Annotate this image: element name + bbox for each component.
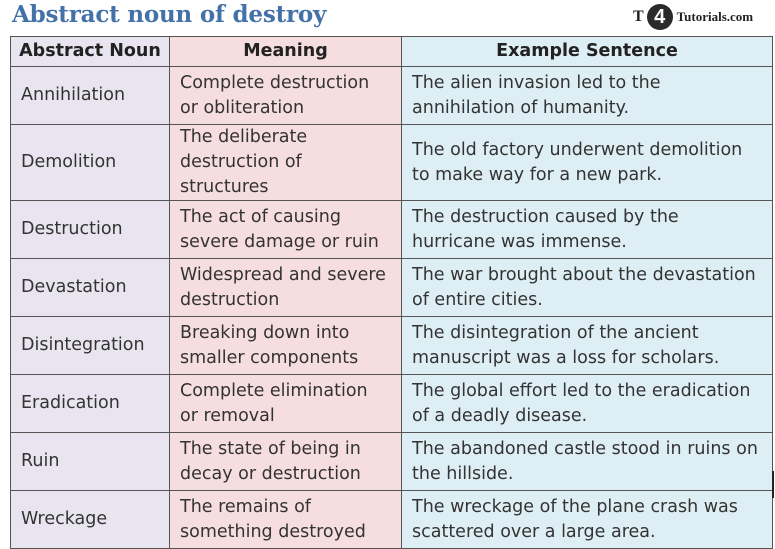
meaning-cell: The state of being in decay or destruction — [170, 433, 402, 491]
table-row — [11, 317, 773, 375]
table-row — [11, 125, 773, 201]
meaning-cell: The deliberate destruction of structures — [170, 125, 402, 201]
table-row — [11, 67, 773, 125]
header-meaning: Meaning — [170, 37, 402, 67]
text-cursor-icon — [772, 471, 774, 498]
example-cell: The alien invasion led to the annihilation of humanity. — [402, 67, 773, 125]
meaning-cell: Complete destruction or obliteration — [170, 67, 402, 125]
table-row — [11, 201, 773, 259]
meaning-cell: Widespread and severe destruction — [170, 259, 402, 317]
table-row — [11, 259, 773, 317]
example-cell: The global effort led to the eradication of a deadly disease. — [402, 375, 773, 433]
page-title: Abstract noun of destroy — [12, 1, 327, 28]
example-cell: The old factory underwent demolition to make way for a new park. — [402, 125, 773, 201]
noun-cell: Demolition — [11, 125, 170, 201]
header-abstract-noun: Abstract Noun — [11, 37, 170, 67]
noun-cell: Ruin — [11, 433, 170, 491]
noun-cell: Disintegration — [11, 317, 170, 375]
noun-cell: Wreckage — [11, 491, 170, 549]
meaning-cell: The act of causing severe damage or ruin — [170, 201, 402, 259]
logo-text: Tutorials.com — [676, 9, 754, 24]
meaning-cell: Complete elimination or removal — [170, 375, 402, 433]
noun-cell: Eradication — [11, 375, 170, 433]
example-cell: The war brought about the devastation of entire cities. — [402, 259, 773, 317]
logo-t: T — [633, 8, 644, 25]
logo-four-circle: 4 — [647, 4, 673, 30]
table-row — [11, 433, 773, 491]
noun-cell: Annihilation — [11, 67, 170, 125]
meaning-cell: The remains of something destroyed — [170, 491, 402, 549]
noun-cell: Devastation — [11, 259, 170, 317]
table-row — [11, 491, 773, 549]
example-cell: The destruction caused by the hurricane was immense. — [402, 201, 773, 259]
t4tutorials-logo[interactable] — [633, 4, 753, 30]
example-cell: The wreckage of the plane crash was scattered over a large area. — [402, 491, 773, 549]
example-cell: The abandoned castle stood in ruins on the hillside. — [402, 433, 773, 491]
abstract-noun-table — [10, 36, 773, 549]
example-cell: The disintegration of the ancient manuscript was a loss for scholars. — [402, 317, 773, 375]
noun-cell: Destruction — [11, 201, 170, 259]
meaning-cell: Breaking down into smaller components — [170, 317, 402, 375]
table-header-row — [11, 37, 773, 67]
table-row — [11, 375, 773, 433]
header-example-sentence: Example Sentence — [402, 37, 773, 67]
